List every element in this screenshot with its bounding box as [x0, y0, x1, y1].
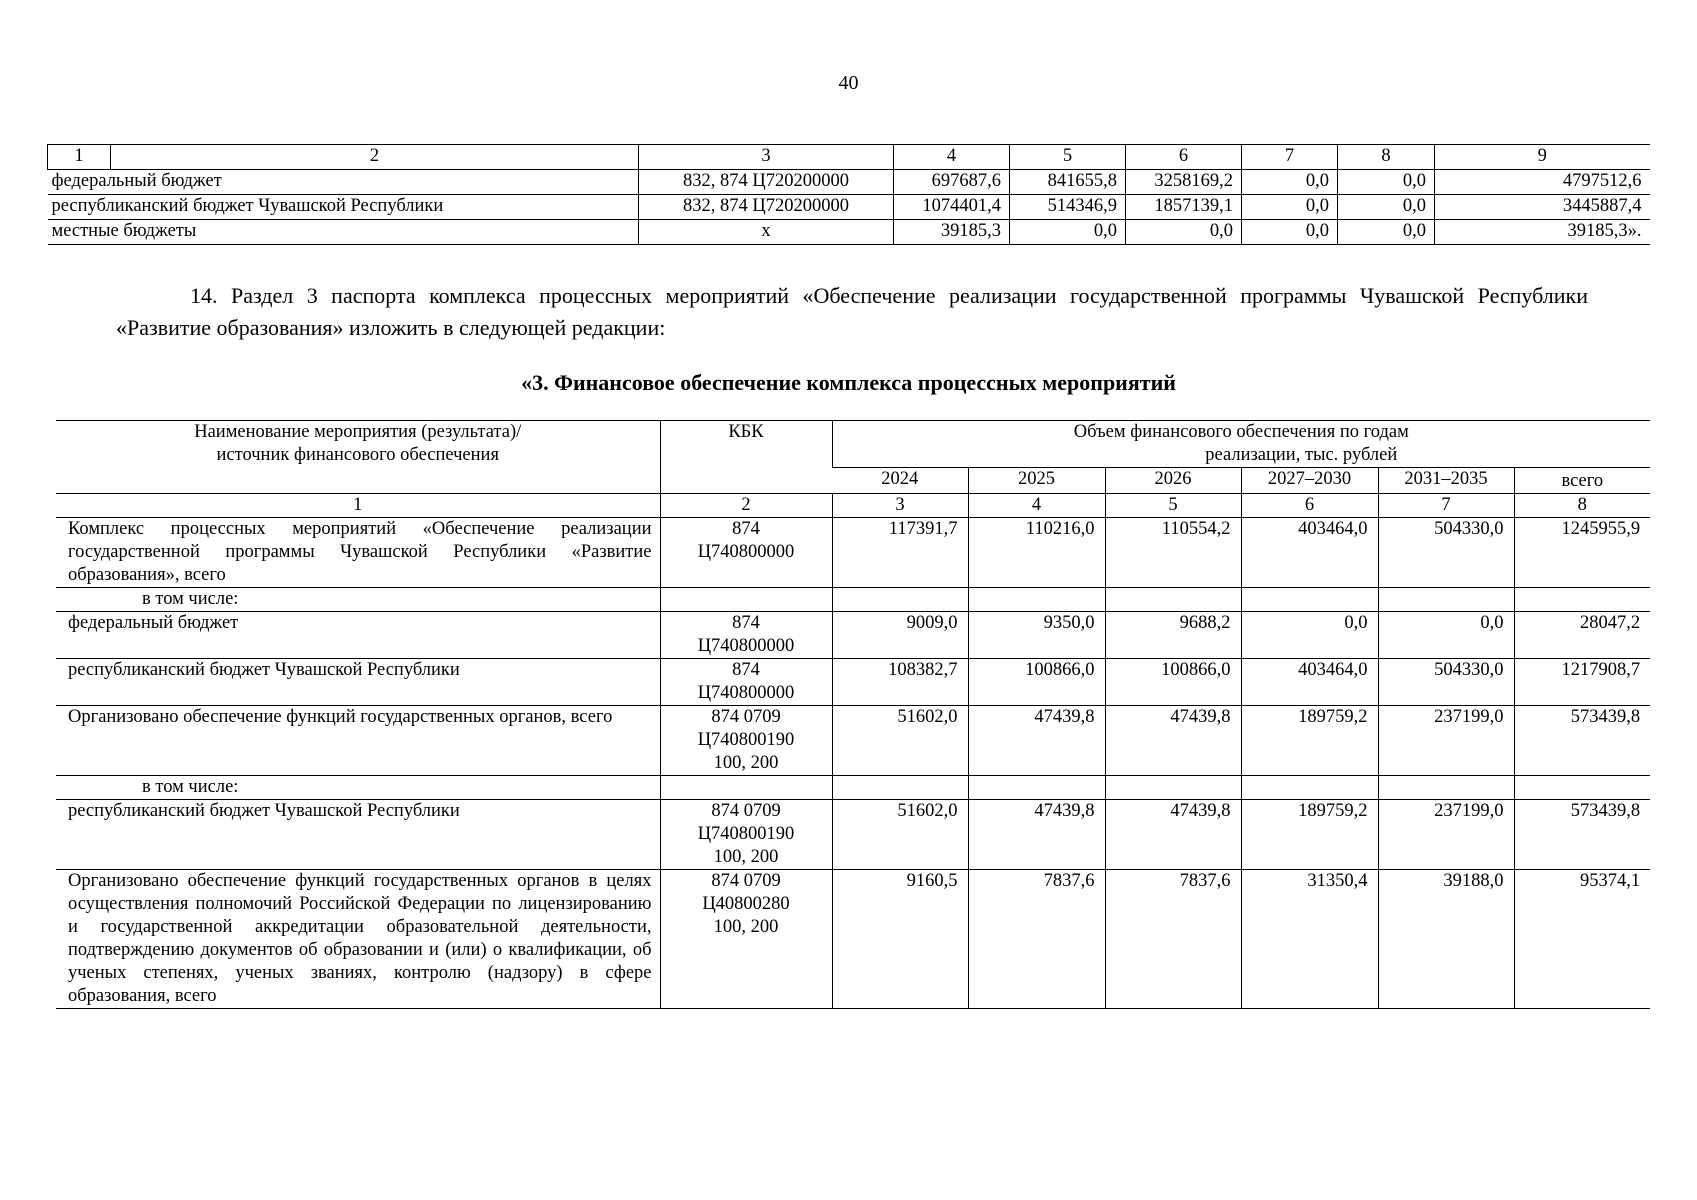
- row-value: 7837,6: [968, 870, 1105, 1009]
- empty-cell: [1514, 776, 1650, 800]
- row-value: 100866,0: [1105, 659, 1241, 706]
- row-name: местные бюджеты: [48, 220, 639, 245]
- row-name: республиканский бюджет Чувашской Республики: [48, 195, 639, 220]
- row-value: 51602,0: [832, 800, 968, 870]
- row-name: федеральный бюджет: [56, 612, 660, 659]
- kbk-line: 874 0709: [711, 801, 781, 821]
- continuation-table: [47, 144, 1650, 245]
- header-cell: 8: [1338, 145, 1435, 170]
- column-number: 5: [1105, 494, 1241, 518]
- row-value: 403464,0: [1241, 518, 1378, 588]
- empty-cell: [1378, 776, 1514, 800]
- table-row: [56, 870, 1650, 1009]
- row-value: 39185,3».: [1435, 220, 1650, 245]
- row-value: 403464,0: [1241, 659, 1378, 706]
- row-value: 117391,7: [832, 518, 968, 588]
- kbk-line: Ц740800000: [697, 636, 795, 656]
- kbk-line: Ц40800280: [702, 894, 790, 914]
- row-value: 7837,6: [1105, 870, 1241, 1009]
- row-value: 0,0: [1338, 195, 1435, 220]
- empty-cell: [832, 588, 968, 612]
- column-number: 8: [1514, 494, 1650, 518]
- row-value: 189759,2: [1241, 800, 1378, 870]
- row-value: 39185,3: [894, 220, 1010, 245]
- header-year: 2024: [832, 468, 968, 494]
- header-name-line1: Наименование мероприятия (результата)/: [194, 422, 522, 442]
- header-name-line2: источник финансового обеспечения: [216, 445, 499, 465]
- row-value: 9009,0: [832, 612, 968, 659]
- row-kbk: [660, 518, 832, 588]
- empty-cell: [1105, 588, 1241, 612]
- kbk-line: 100, 200: [713, 847, 779, 867]
- row-value: 189759,2: [1241, 706, 1378, 776]
- row-name: Комплекс процессных мероприятий «Обеспечение реализации государственной программы Чувашской Республики «Развитие образования», всего: [56, 518, 660, 588]
- row-value: 4797512,6: [1435, 170, 1650, 195]
- empty-cell: [660, 588, 832, 612]
- table-row: [48, 170, 1650, 195]
- table-number-row: [56, 494, 1650, 518]
- row-value: 504330,0: [1378, 518, 1514, 588]
- table-row-subheading: [56, 776, 1650, 800]
- kbk-line: Ц740800190: [697, 730, 795, 750]
- header-year: 2026: [1105, 468, 1241, 494]
- header-cell: 1: [48, 145, 111, 170]
- row-value: 95374,1: [1514, 870, 1650, 1009]
- row-value: 51602,0: [832, 706, 968, 776]
- empty-cell: [1514, 588, 1650, 612]
- kbk-line: Ц740800000: [697, 542, 795, 562]
- row-value: 9350,0: [968, 612, 1105, 659]
- kbk-line: 874: [732, 660, 760, 680]
- row-name: Организовано обеспечение функций государственных органов в целях осуществления полномочий Российской Федерации по лицензированию и государственной аккредитации образовательной деятельности, подтверждению документов об образовании и (или) о квалификации, об ученых степенях, ученых званиях, контролю (надзору) в сфере образования, всего: [56, 870, 660, 1009]
- header-year: 2027–2030: [1241, 468, 1378, 494]
- row-name: Организовано обеспечение функций государственных органов, всего: [56, 706, 660, 776]
- kbk-line: Ц740800190: [697, 824, 795, 844]
- section-title: «3. Финансовое обеспечение комплекса процессных мероприятий: [521, 370, 1176, 395]
- row-value: 573439,8: [1514, 706, 1650, 776]
- row-kbk: [660, 612, 832, 659]
- row-kbk: 832, 874 Ц720200000: [639, 195, 894, 220]
- row-value: 0,0: [1241, 612, 1378, 659]
- row-value: 1245955,9: [1514, 518, 1650, 588]
- column-number: 1: [56, 494, 660, 518]
- amendment-paragraph: 14. Раздел 3 паспорта комплекса процессных мероприятий «Обеспечение реализации государственной программы Чувашской Республики «Развитие образования» изложить в следующей редакции:: [116, 283, 1588, 340]
- row-value: 3445887,4: [1435, 195, 1650, 220]
- kbk-line: 100, 200: [713, 753, 779, 773]
- row-kbk: [660, 870, 832, 1009]
- column-number: 7: [1378, 494, 1514, 518]
- empty-cell: [832, 776, 968, 800]
- header-name-cell: [56, 421, 660, 494]
- row-value: 841655,8: [1010, 170, 1126, 195]
- row-value: 1857139,1: [1126, 195, 1242, 220]
- row-value: 108382,7: [832, 659, 968, 706]
- kbk-line: 100, 200: [713, 917, 779, 937]
- row-value: 47439,8: [1105, 800, 1241, 870]
- header-volume-cell: [832, 421, 1650, 468]
- row-value: 0,0: [1338, 220, 1435, 245]
- row-value: 3258169,2: [1126, 170, 1242, 195]
- header-cell: 4: [894, 145, 1010, 170]
- row-value: 0,0: [1242, 195, 1338, 220]
- header-cell: 7: [1242, 145, 1338, 170]
- column-number: 6: [1241, 494, 1378, 518]
- header-volume-line1: Объем финансового обеспечения по годам: [1073, 422, 1409, 442]
- row-name: республиканский бюджет Чувашской Республики: [56, 800, 660, 870]
- table-header-row: [48, 145, 1650, 170]
- header-cell: 6: [1126, 145, 1242, 170]
- kbk-line: 874: [732, 519, 760, 539]
- row-value: 573439,8: [1514, 800, 1650, 870]
- row-value: 9688,2: [1105, 612, 1241, 659]
- table-row: [56, 659, 1650, 706]
- header-year: всего: [1514, 468, 1650, 494]
- empty-cell: [968, 776, 1105, 800]
- header-year: 2031–2035: [1378, 468, 1514, 494]
- table-row: [56, 612, 1650, 659]
- row-value: 110554,2: [1105, 518, 1241, 588]
- row-value: 47439,8: [1105, 706, 1241, 776]
- row-kbk: [660, 800, 832, 870]
- row-value: 514346,9: [1010, 195, 1126, 220]
- row-name: федеральный бюджет: [48, 170, 639, 195]
- row-kbk: [660, 659, 832, 706]
- row-value: 697687,6: [894, 170, 1010, 195]
- header-cell: 9: [1435, 145, 1650, 170]
- row-kbk: x: [639, 220, 894, 245]
- table-header-row: [56, 421, 1650, 468]
- empty-cell: [1241, 588, 1378, 612]
- empty-cell: [1378, 588, 1514, 612]
- kbk-line: 874 0709: [711, 871, 781, 891]
- row-value: 0,0: [1338, 170, 1435, 195]
- kbk-line: 874 0709: [711, 707, 781, 727]
- row-value: 31350,4: [1241, 870, 1378, 1009]
- row-kbk: 832, 874 Ц720200000: [639, 170, 894, 195]
- empty-cell: [660, 776, 832, 800]
- row-value: 237199,0: [1378, 706, 1514, 776]
- financing-table: [56, 420, 1650, 1009]
- header-cell: 5: [1010, 145, 1126, 170]
- row-value: 0,0: [1242, 220, 1338, 245]
- row-value: 47439,8: [968, 800, 1105, 870]
- empty-cell: [1105, 776, 1241, 800]
- header-year: 2025: [968, 468, 1105, 494]
- table-row-subheading: [56, 588, 1650, 612]
- row-subheading: в том числе:: [56, 588, 660, 612]
- row-value: 110216,0: [968, 518, 1105, 588]
- kbk-line: Ц740800000: [697, 683, 795, 703]
- row-value: 47439,8: [968, 706, 1105, 776]
- header-cell: 3: [639, 145, 894, 170]
- row-name: республиканский бюджет Чувашской Республики: [56, 659, 660, 706]
- page-number: 40: [838, 72, 859, 94]
- row-value: 0,0: [1378, 612, 1514, 659]
- table-row: [56, 800, 1650, 870]
- column-number: 4: [968, 494, 1105, 518]
- kbk-line: 874: [732, 613, 760, 633]
- empty-cell: [968, 588, 1105, 612]
- empty-cell: [1241, 776, 1378, 800]
- row-value: 1217908,7: [1514, 659, 1650, 706]
- table-row: [48, 220, 1650, 245]
- row-value: 0,0: [1242, 170, 1338, 195]
- column-number: 2: [660, 494, 832, 518]
- row-value: 100866,0: [968, 659, 1105, 706]
- row-value: 1074401,4: [894, 195, 1010, 220]
- table-row: [48, 195, 1650, 220]
- row-value: 0,0: [1010, 220, 1126, 245]
- row-value: 237199,0: [1378, 800, 1514, 870]
- row-value: 504330,0: [1378, 659, 1514, 706]
- row-kbk: [660, 706, 832, 776]
- header-kbk: КБК: [660, 421, 832, 494]
- column-number: 3: [832, 494, 968, 518]
- row-value: 39188,0: [1378, 870, 1514, 1009]
- row-value: 28047,2: [1514, 612, 1650, 659]
- row-value: 9160,5: [832, 870, 968, 1009]
- header-volume-line2: реализации, тыс. рублей: [1205, 445, 1398, 465]
- header-cell: 2: [111, 145, 639, 170]
- table-row: [56, 518, 1650, 588]
- table-row: [56, 706, 1650, 776]
- row-subheading: в том числе:: [56, 776, 660, 800]
- row-value: 0,0: [1126, 220, 1242, 245]
